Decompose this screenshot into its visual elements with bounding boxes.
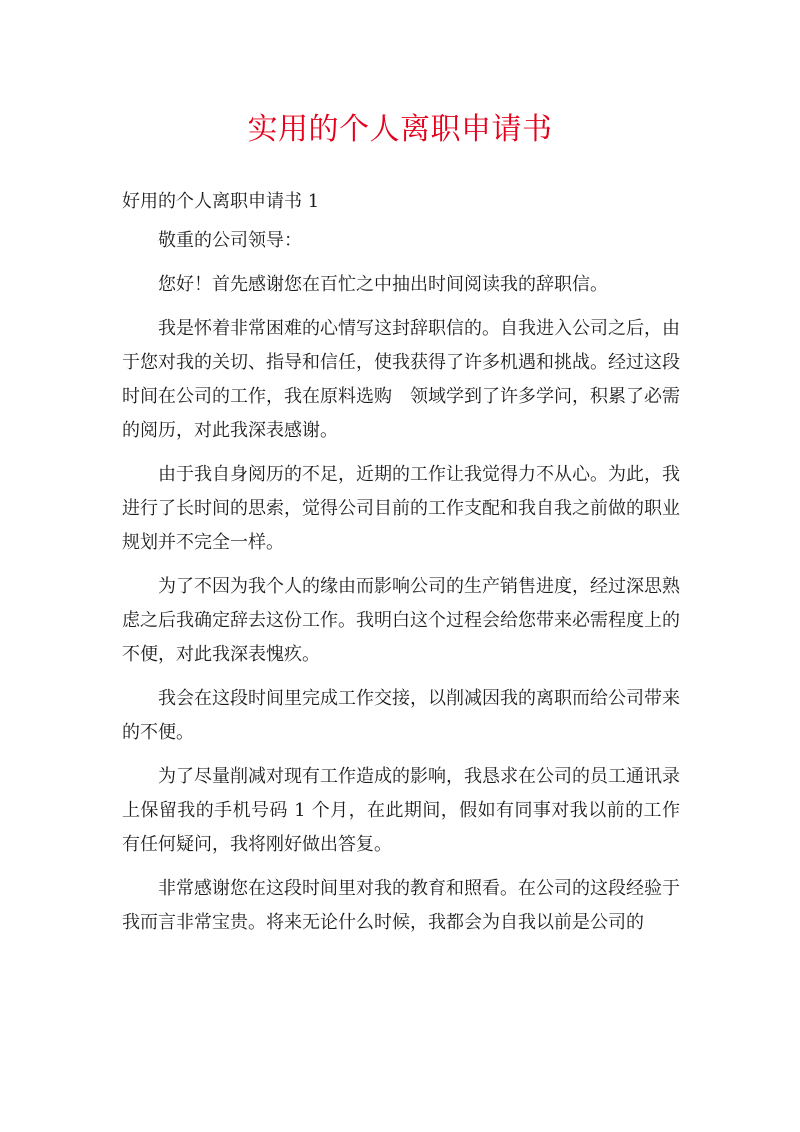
letter-body <box>122 224 680 950</box>
document-title: 实用的个人离职申请书 <box>247 112 553 147</box>
paragraph-decision: 为了不因为我个人的缘由而影响公司的生产销售进度，经过深思熟虑之后我确定辞去这份工作。我明白这个过程会给您带来必需程度上的不便，对此我深表愧疚。 <box>122 576 680 665</box>
paragraph-gratitude: 我是怀着非常困难的心情写这封辞职信的。自我进入公司之后，由于您对我的关切、指导和信任，使我获得了许多机遇和挑战。经过这段时间在公司的工作，我在原料选购 领域学到了许多学问，积累了必需的阅历，对此我深表感谢。 <box>122 318 680 441</box>
paragraph-contact: 为了尽量削减对现有工作造成的影响，我恳求在公司的员工通讯录上保留我的手机号码 1 个月，在此期间，假如有同事对我以前的工作有任何疑问，我将刚好做出答复。 <box>122 766 680 855</box>
paragraph-greeting: 您好！首先感谢您在百忙之中抽出时间阅读我的辞职信。 <box>158 274 608 295</box>
paragraph-reason: 由于我自身阅历的不足，近期的工作让我觉得力不从心。为此，我进行了长时间的思索，觉得公司目前的工作支配和我自我之前做的职业规划并不完全一样。 <box>122 464 680 553</box>
paragraph-handover: 我会在这段时间里完成工作交接，以削减因我的离职而给公司带来的不便。 <box>122 688 680 743</box>
section-heading: 好用的个人离职申请书 1 <box>122 191 320 212</box>
paragraph-thanks: 非常感谢您在这段时间里对我的教育和照看。在公司的这段经验于我而言非常宝贵。将来无论什么时候，我都会为自我以前是公司的 <box>122 878 680 933</box>
salutation: 敬重的公司领导： <box>158 230 302 251</box>
